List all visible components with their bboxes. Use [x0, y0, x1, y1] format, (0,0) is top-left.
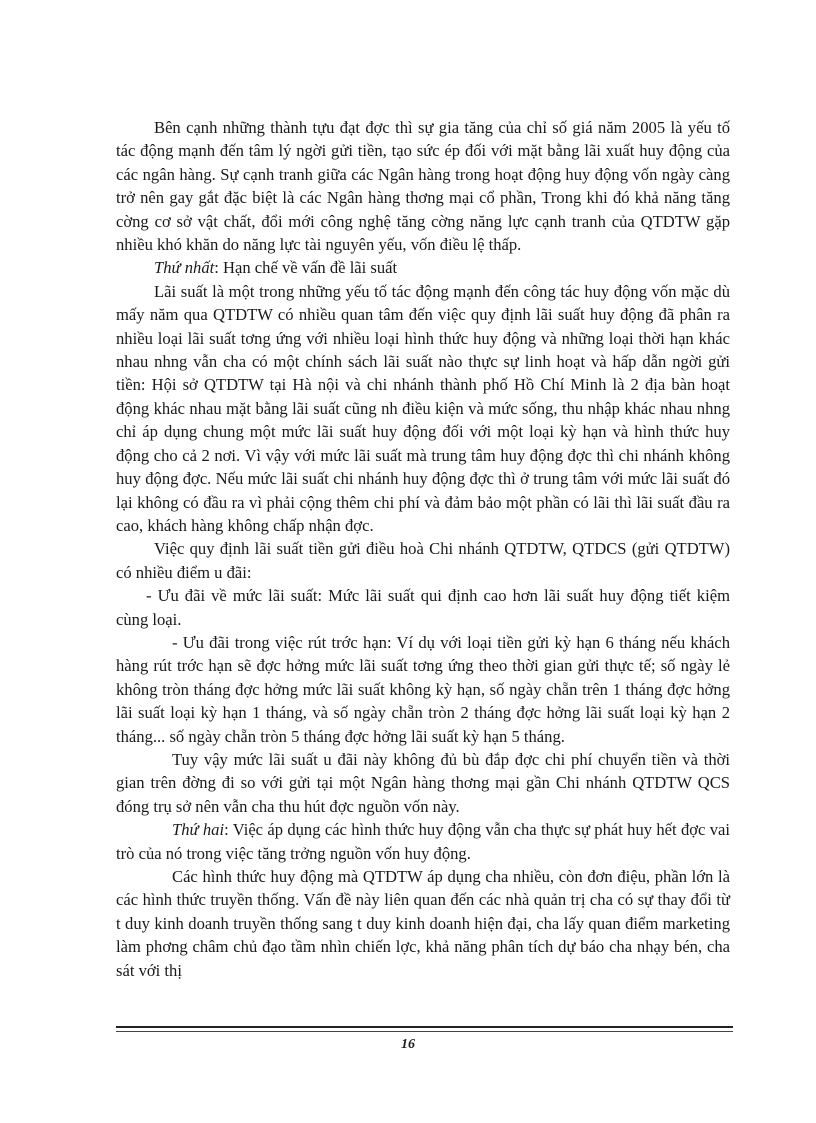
bullet-1: - Ưu đãi về mức lãi suất: Mức lãi suất qui định cao hơn lãi suất huy động tiết kiệm cùng loại.	[116, 586, 730, 629]
page-number: 16	[401, 1037, 415, 1052]
bullet-2: - Ưu đãi trong việc rút trớc hạn: Ví dụ với loại tiền gửi kỳ hạn 6 tháng nếu khách hàng rút trớc hạn sẽ đợc hởng mức lãi suất tơng ứng theo thời gian gửi thực tế; số ngày lẻ không tròn tháng đợc hởng mức lãi suất không kỳ hạn, số ngày chẵn trên 1 tháng đợc hởng lãi suất loại kỳ hạn 1 tháng, và số ngày chẵn tròn 2 tháng đợc hởng lãi suất loại kỳ hạn 2 tháng... số ngày chẵn tròn 5 tháng đợc hởng lãi suất kỳ hạn 5 tháng.	[116, 632, 730, 746]
paragraph-4: Tuy vậy mức lãi suất u đãi này không đủ bù đắp đợc chi phí chuyển tiền và thời gian trên đờng đi so với gửi tại một Ngân hàng thơng mại gần Chi nhánh QTDTW QCS đóng trụ sở nên vẫn cha thu hút đợc nguồn vốn này.	[116, 749, 730, 816]
paragraph-2: Lãi suất là một trong những yếu tố tác động mạnh đến công tác huy động vốn mặc dù mấy năm qua QTDTW có nhiều quan tâm đến việc quy định lãi suất huy động đã phân ra nhiều loại lãi suất tơng ứng với nhiều loại hình thức huy động và những loại thời hạn khác nhau nhng vẫn cha có một chính sách lãi suất nào thực sự linh hoạt và hấp dẫn ngời gửi tiền: Hội sở QTDTW tại Hà nội và chi nhánh thành phố Hồ Chí Minh là 2 địa bàn hoạt động khác nhau mặt bằng lãi suất cũng nh điều kiện và mức sống, thu nhập khác nhau nhng chỉ áp dụng chung một mức lãi suất huy động đối với một loại kỳ hạn và hình thức huy động cho cả 2 nơi. Vì vậy với mức lãi suất mà trung tâm huy động đợc thì chi nhánh không huy động đợc. Nếu mức lãi suất chi nhánh huy động đợc thì ở trung tâm với mức lãi suất đó lại không có đầu ra vì phải cộng thêm chi phí và đảm bảo một phần có lãi thì lãi suất đầu ra cao, khách hàng không chấp nhận đợc.	[116, 281, 730, 535]
body-text	[116, 116, 730, 982]
footer-rule-thin	[116, 1031, 733, 1032]
paragraph-3: Việc quy định lãi suất tiền gửi điều hoà Chi nhánh QTDTW, QTDCS (gửi QTDTW) có nhiều điểm u đãi:	[116, 539, 730, 582]
paragraph-5: Các hình thức huy động mà QTDTW áp dụng cha nhiều, còn đơn điệu, phần lớn là các hình thức truyền thống. Vấn đề này liên quan đến các nhà quản trị cha có sự thay đổi từ t duy kinh doanh truyền thống sang t duy kinh doanh hiện đại, cha lấy quan điểm marketing làm phơng châm chủ đạo tầm nhìn chiến lợc, khả năng phân tích dự báo cha nhạy bén, cha sát với thị	[116, 867, 730, 980]
footer-rule-thick	[116, 1026, 733, 1028]
heading-label: Thứ nhất	[154, 258, 215, 278]
heading-text: : Việc áp dụng các hình thức huy động vẫn cha thực sự phát huy hết đợc vai trò của nó trong việc tăng trởng nguồn vốn huy động.	[116, 820, 730, 863]
heading-label: Thứ hai	[172, 820, 225, 840]
heading-second-point	[116, 818, 730, 865]
heading-text: : Hạn chế về vấn đề lãi suất	[214, 258, 398, 278]
paragraph-1: Bên cạnh những thành tựu đạt đợc thì sự gia tăng của chỉ số giá năm 2005 là yếu tố tác động mạnh đến tâm lý ngời gửi tiền, tạo sức ép đối với mặt bằng lãi xuất huy động của các ngân hàng. Sự cạnh tranh giữa các Ngân hàng trong hoạt động huy động vốn ngày càng trở nên gay gắt đặc biệt là các Ngân hàng thơng mại cổ phần, Trong khi đó khả năng tăng cờng cơ sở vật chất, đổi mới công nghệ tăng cờng năng lực cạnh tranh của QTDTW gặp nhiều khó khăn do năng lực tài nguyên yếu, vốn điều lệ thấp.	[116, 118, 730, 255]
heading-first-point	[116, 256, 730, 279]
